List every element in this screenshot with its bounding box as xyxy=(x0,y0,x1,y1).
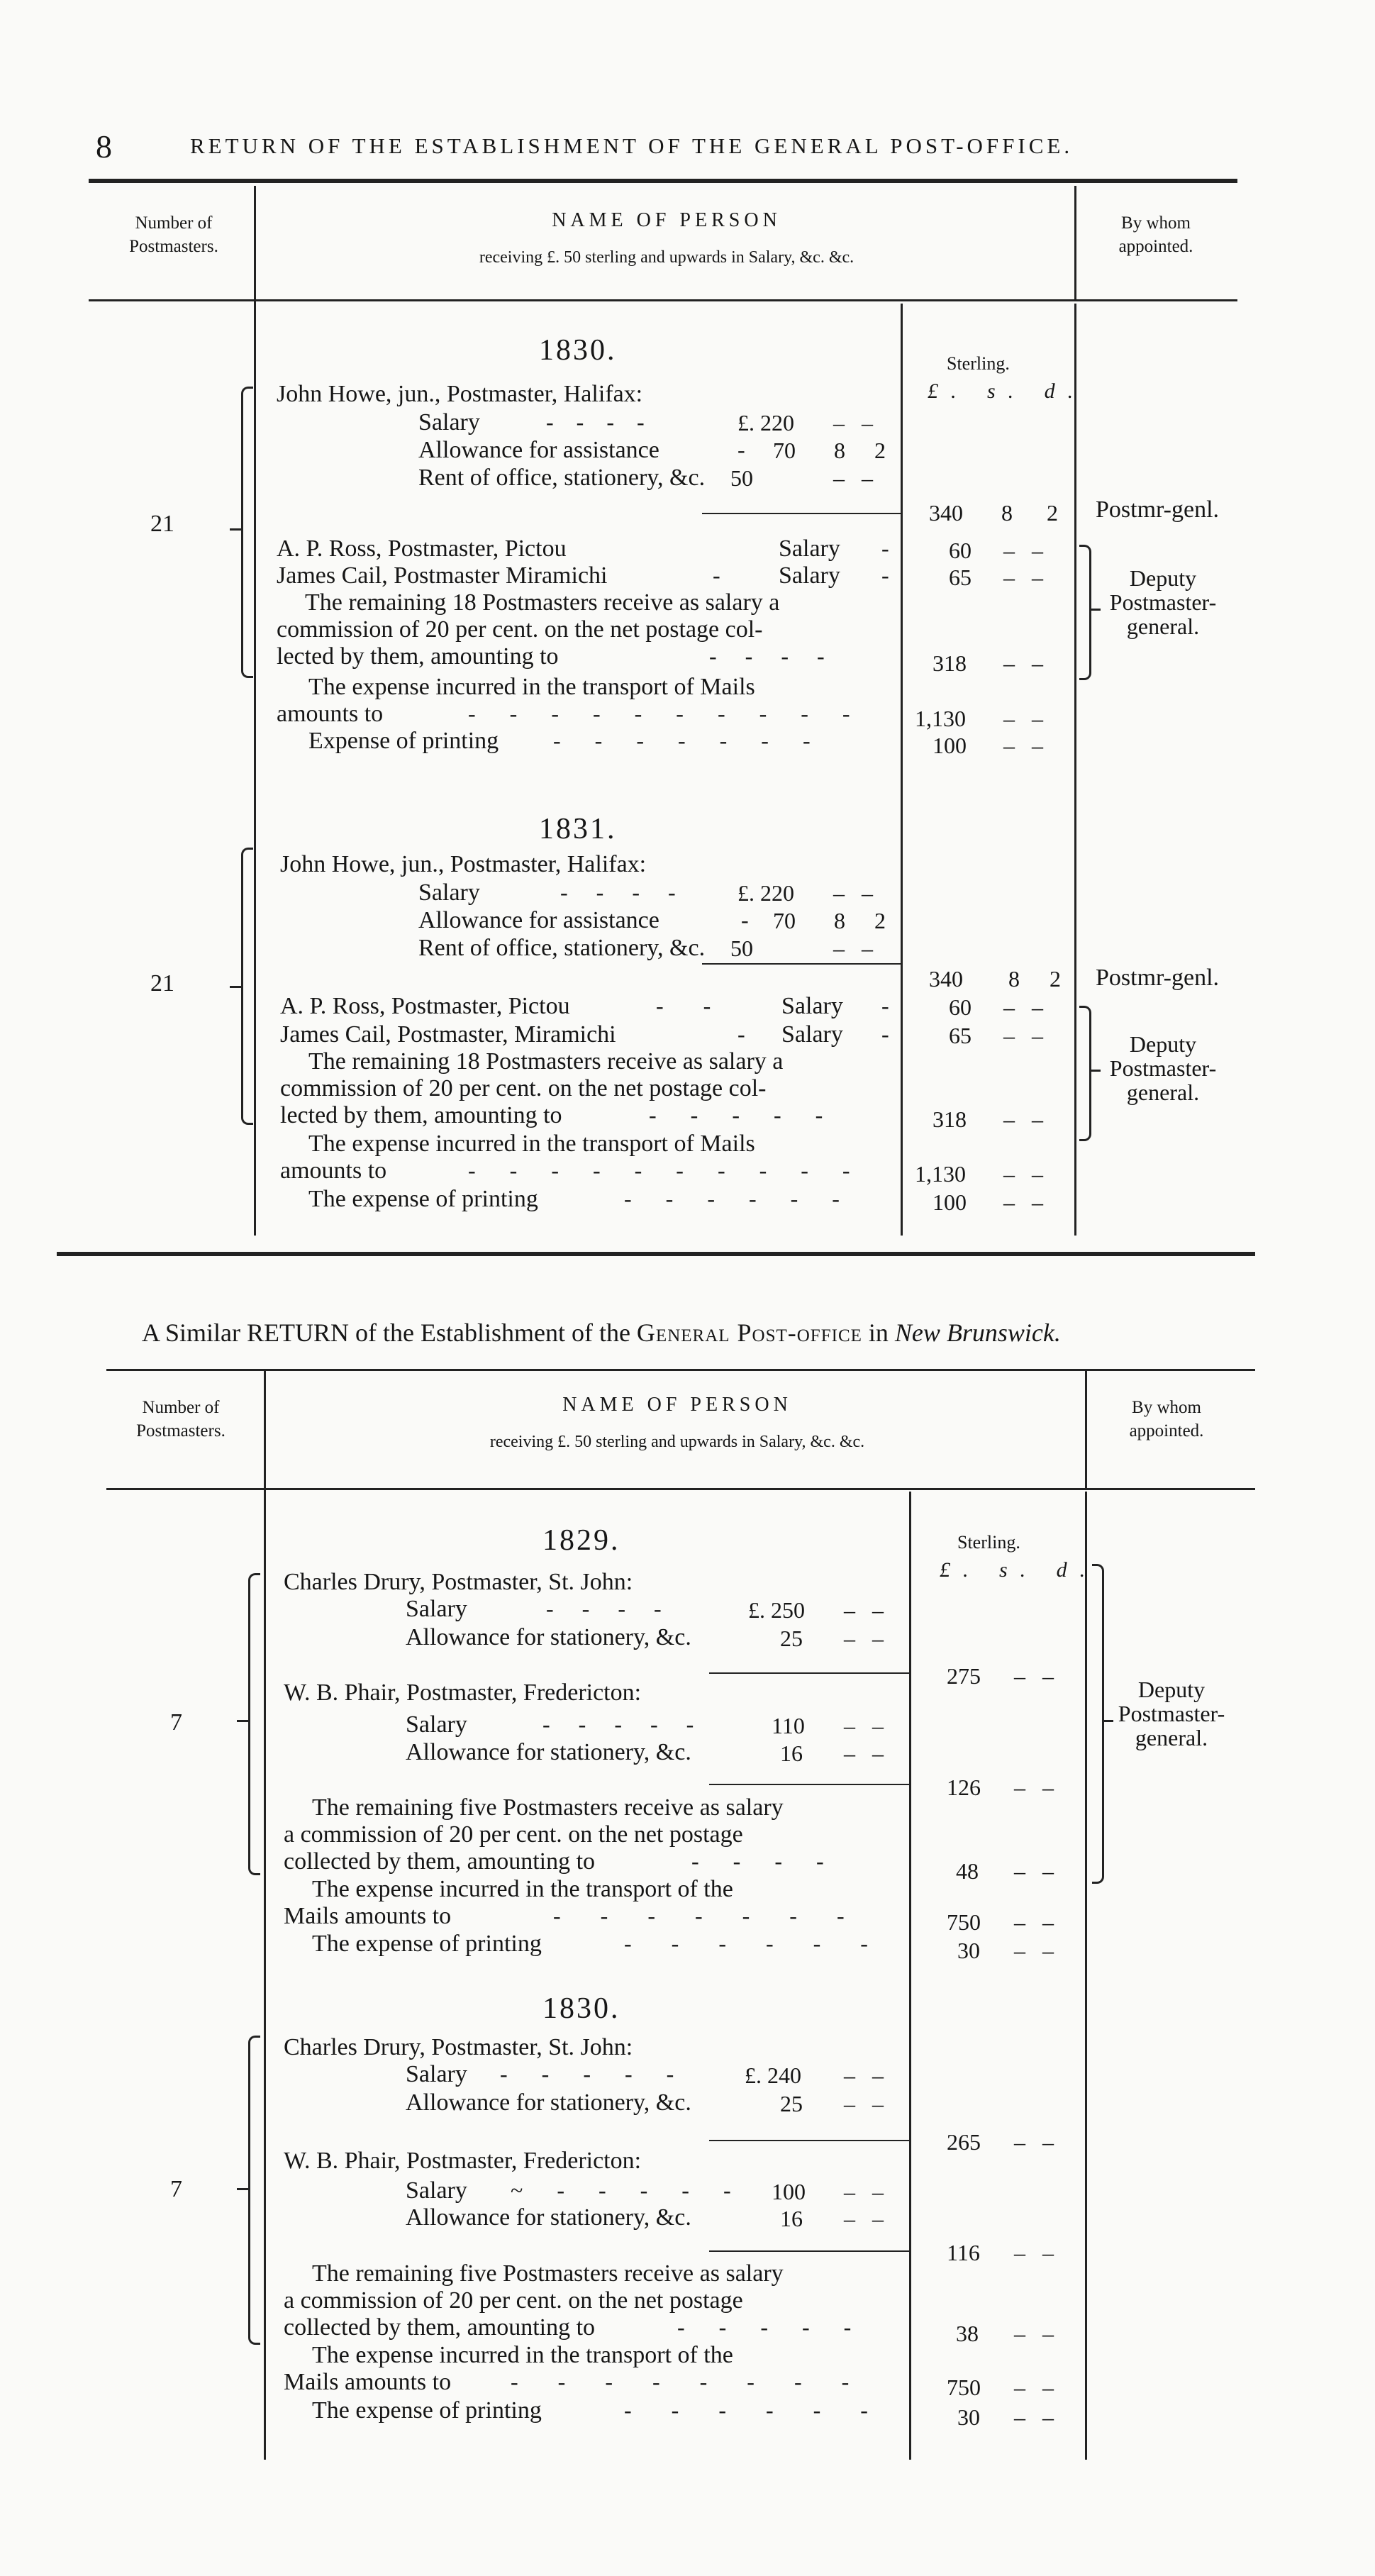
subtitle-pre: A Similar RETURN of the Establishment of the xyxy=(142,1318,637,1347)
col-divider xyxy=(1085,1371,1087,1488)
leader-dots: - xyxy=(713,562,720,588)
appointed-by: Postmr-genl. xyxy=(1096,965,1220,991)
amount: 110 xyxy=(772,1713,805,1738)
lsd-header: £. s. d. xyxy=(940,1558,1098,1582)
leader-dots: - - - - xyxy=(546,409,645,435)
text-line: The expense incurred in the transport of the xyxy=(312,2342,733,2368)
text-line: The expense incurred in the transport of Mails xyxy=(308,1131,755,1157)
left-brace xyxy=(241,848,253,1125)
amount: 30 xyxy=(957,1938,980,1963)
amount: 100 xyxy=(933,1189,967,1215)
text-line: a commission of 20 per cent. on the net postage xyxy=(284,1821,743,1848)
amount: 38 xyxy=(956,2321,979,2346)
line-label: Allowance for stationery, &c. xyxy=(406,1739,691,1765)
sum-rule xyxy=(709,2250,909,2252)
left-brace xyxy=(241,387,253,678)
amount-d: 2 xyxy=(874,908,886,933)
leader-dots: - xyxy=(881,562,889,588)
leader-dots: - - - - - - xyxy=(624,1186,840,1211)
amount-s: 8 xyxy=(834,908,845,933)
leader-dots: - xyxy=(741,907,749,933)
dash: – – xyxy=(1014,2129,1054,2155)
year-heading: 1830. xyxy=(539,334,617,367)
header-rule xyxy=(89,179,1237,183)
col-divider xyxy=(909,1492,911,2460)
amount: 16 xyxy=(780,1741,803,1766)
text-line: amounts to xyxy=(280,1157,387,1184)
amount: 318 xyxy=(933,1106,967,1132)
amount: 65 xyxy=(949,565,972,590)
text-line: lected by them, amounting to xyxy=(280,1102,562,1128)
col-header-name: NAME OF PERSON xyxy=(552,209,781,231)
total-l: 265 xyxy=(947,2129,981,2155)
col-divider xyxy=(254,186,256,1236)
text-line: Mails amounts to xyxy=(284,1903,452,1929)
total-l: 116 xyxy=(947,2240,980,2265)
dash: – – xyxy=(1003,733,1043,758)
text-line: commission of 20 per cent. on the net postage col- xyxy=(280,1075,767,1101)
entry-name: W. B. Phair, Postmaster, Fredericton: xyxy=(284,2148,642,2174)
leader-dots: - - - - - - - - xyxy=(511,2369,850,2394)
entry-name: Charles Drury, Postmaster, St. John: xyxy=(284,1569,633,1595)
dash: – – xyxy=(844,1626,884,1651)
line-label: Salary xyxy=(406,1711,467,1738)
subtitle-place: New Brunswick. xyxy=(894,1318,1061,1347)
appointed-by: Postmr-genl. xyxy=(1096,496,1220,523)
amount: 25 xyxy=(780,1626,803,1651)
sterling-label: Sterling. xyxy=(947,353,1010,374)
amount: 750 xyxy=(947,1909,981,1935)
dash: – – xyxy=(1003,1023,1043,1048)
leader-dots: - - - - - xyxy=(677,2314,852,2340)
total-s: 8 xyxy=(1008,966,1020,992)
postmaster-count: 21 xyxy=(150,970,174,996)
dash: – – xyxy=(1003,1106,1043,1132)
dash: – – xyxy=(844,2206,884,2231)
table-end-rule xyxy=(57,1252,1255,1256)
col-header-appointed: By whom appointed. xyxy=(1118,213,1193,256)
right-brace xyxy=(1079,1006,1091,1141)
dash: – – xyxy=(1014,2404,1054,2430)
amount: 65 xyxy=(949,1023,972,1048)
amount: 25 xyxy=(780,2091,803,2116)
leader-dots: - xyxy=(881,993,889,1018)
dash: – – xyxy=(1003,538,1043,563)
dash: – – xyxy=(844,2091,884,2116)
entry-name: John Howe, jun., Postmaster, Halifax: xyxy=(280,851,647,877)
section-subtitle xyxy=(142,1318,1061,1348)
dash: – – xyxy=(1014,1938,1054,1963)
header-bottom-rule xyxy=(89,299,1237,301)
entry-name: John Howe, jun., Postmaster, Halifax: xyxy=(277,381,643,407)
amount: 1,130 xyxy=(915,1161,966,1187)
text-line: commission of 20 per cent. on the net postage col- xyxy=(277,616,763,643)
dash: – – xyxy=(844,1741,884,1766)
amount: 70 xyxy=(773,438,796,463)
col-divider xyxy=(1074,304,1076,1236)
col-header-number: Number of Postmasters. xyxy=(129,213,218,256)
left-brace xyxy=(248,1573,260,1875)
leader-dots: - - - - - xyxy=(649,1102,823,1128)
total-l: 126 xyxy=(947,1775,981,1800)
sum-rule xyxy=(709,1672,909,1674)
appointed-by: Deputy Postmaster-general. xyxy=(1109,565,1217,639)
entry-name: James Cail, Postmaster, Miramichi xyxy=(280,1021,616,1048)
year-heading: 1831. xyxy=(539,813,617,845)
brace-point xyxy=(230,986,241,988)
amount: 16 xyxy=(780,2206,803,2231)
dash: – – xyxy=(833,465,873,491)
leader-dots: - xyxy=(737,1021,745,1047)
right-brace xyxy=(1079,545,1091,680)
dash: – – xyxy=(833,410,873,435)
dash: – – xyxy=(1014,1663,1054,1689)
line-label: Rent of office, stationery, &c. xyxy=(418,465,706,491)
sum-rule xyxy=(702,963,901,965)
header-bottom-rule xyxy=(106,1488,1255,1490)
amount: 50 xyxy=(730,465,753,491)
amount: 1,130 xyxy=(915,706,966,731)
entry-kind: Salary xyxy=(779,535,840,562)
text-line: The remaining five Postmasters receive as salary xyxy=(312,2260,784,2287)
entry-kind: Salary xyxy=(779,562,840,589)
col-divider xyxy=(1085,1492,1087,2460)
leader-dots: - - - - - - - xyxy=(553,1903,845,1928)
line-label: Allowance for assistance xyxy=(418,437,659,463)
brace-point xyxy=(237,2188,248,2190)
entry-name: A. P. Ross, Postmaster, Pictou xyxy=(277,535,567,562)
line-label: Allowance for assistance xyxy=(418,907,659,933)
text-line: The expense of printing xyxy=(312,1931,542,1957)
page-number: 8 xyxy=(96,128,112,165)
text-line: The remaining 18 Postmasters receive as salary a xyxy=(308,1048,784,1075)
amount: 60 xyxy=(949,994,972,1020)
appointed-by: Deputy Postmaster-general. xyxy=(1118,1677,1225,1750)
amount: 48 xyxy=(956,1858,979,1884)
amount: 60 xyxy=(949,538,972,563)
sum-rule xyxy=(709,2140,909,2141)
line-label: Allowance for stationery, &c. xyxy=(406,1624,691,1650)
leader-dots: - - - - - - - - - - xyxy=(468,701,850,726)
year-heading: 1830. xyxy=(542,1992,620,2025)
amount-s: 8 xyxy=(834,438,845,463)
dash: – – xyxy=(1014,2375,1054,2400)
left-brace xyxy=(248,2036,260,2345)
col-divider xyxy=(264,1371,266,2460)
amount: 318 xyxy=(933,650,967,676)
text-line: lected by them, amounting to xyxy=(277,643,559,670)
entry-kind: Salary xyxy=(781,1021,843,1048)
sum-rule xyxy=(702,513,901,514)
text-line: The expense incurred in the transport of Mails xyxy=(308,674,755,700)
entry-name: A. P. Ross, Postmaster, Pictou xyxy=(280,993,570,1019)
leader-dots: - xyxy=(881,535,889,561)
dash: – – xyxy=(844,2063,884,2088)
line-label: Allowance for stationery, &c. xyxy=(406,2204,691,2231)
brace-point xyxy=(237,1720,248,1722)
line-label: Allowance for stationery, &c. xyxy=(406,2089,691,2116)
amount: £. 240 xyxy=(745,2063,801,2088)
dash: – – xyxy=(844,2179,884,2204)
amount: 50 xyxy=(730,936,753,961)
postmaster-count: 7 xyxy=(170,1709,182,1736)
col-header-number: Number of Postmasters. xyxy=(136,1398,226,1440)
postmaster-count: 21 xyxy=(150,511,174,537)
col-divider xyxy=(901,304,903,1236)
year-heading: 1829. xyxy=(542,1524,620,1557)
text-line: The expense of printing xyxy=(312,2397,542,2424)
text-line: Mails amounts to xyxy=(284,2369,452,2395)
text-line: collected by them, amounting to xyxy=(284,1848,596,1875)
leader-dots: - - - - - - xyxy=(624,2397,868,2423)
subtitle-mid: in xyxy=(862,1318,895,1347)
entry-name: James Cail, Postmaster Miramichi xyxy=(277,562,608,589)
leader-dots: - - - - - - - xyxy=(553,728,811,753)
text-line: The remaining five Postmasters receive as salary xyxy=(312,1794,784,1821)
dash: – – xyxy=(1003,650,1043,676)
total-d: 2 xyxy=(1047,500,1058,526)
total-l: 340 xyxy=(929,966,963,992)
running-title: RETURN OF THE ESTABLISHMENT OF THE GENERAL POST-OFFICE. xyxy=(190,133,1074,158)
brace-point xyxy=(230,528,241,531)
subtitle-gpo: General Post-office xyxy=(636,1318,862,1347)
sum-rule xyxy=(709,1784,909,1785)
text-line: Expense of printing xyxy=(308,728,499,754)
line-label: Salary xyxy=(406,2177,467,2204)
leader-dots: - - - - xyxy=(709,643,825,669)
postmaster-count: 7 xyxy=(170,2176,182,2202)
appointed-by: Deputy Postmaster-general. xyxy=(1109,1031,1217,1105)
text-line: collected by them, amounting to xyxy=(284,2314,596,2341)
amount: 100 xyxy=(933,733,967,758)
amount: £. 220 xyxy=(737,880,794,906)
amount: 30 xyxy=(957,2404,980,2430)
sterling-label: Sterling. xyxy=(957,1532,1020,1553)
total-l: 275 xyxy=(947,1663,981,1689)
amount: £. 220 xyxy=(737,410,794,435)
dash: – – xyxy=(833,936,873,961)
total-d: 2 xyxy=(1050,966,1061,992)
dash: – – xyxy=(844,1713,884,1738)
leader-dots: - xyxy=(881,1021,889,1047)
dash: – – xyxy=(1003,565,1043,590)
leader-dots: - - - - - xyxy=(542,1711,694,1737)
line-label: Salary xyxy=(418,879,480,906)
col-header-name: NAME OF PERSON xyxy=(562,1394,792,1416)
col-header-appointed: By whom appointed. xyxy=(1129,1398,1204,1440)
amount: 100 xyxy=(772,2179,806,2204)
col-header-name-subtitle: receiving £. 50 sterling and upwards in Salary, &c. &c. xyxy=(479,248,854,267)
amount: £. 250 xyxy=(748,1597,805,1623)
dash: – – xyxy=(1014,1775,1054,1800)
entry-name: W. B. Phair, Postmaster, Fredericton: xyxy=(284,1680,642,1706)
dash: – – xyxy=(1014,1909,1054,1935)
leader-dots: - - - - xyxy=(546,1596,662,1621)
total-s: 8 xyxy=(1001,500,1013,526)
dash: – – xyxy=(1014,2240,1054,2265)
leader-dots: - - - - - - - - - - xyxy=(468,1157,850,1183)
entry-name: Charles Drury, Postmaster, St. John: xyxy=(284,2034,633,2060)
col-header-name-subtitle: receiving £. 50 sterling and upwards in Salary, &c. &c. xyxy=(489,1433,865,1451)
dash: – – xyxy=(833,880,873,906)
text-line: The expense of printing xyxy=(308,1186,538,1212)
text-line: The expense incurred in the transport of the xyxy=(312,1876,733,1902)
leader-dots: - - - - xyxy=(691,1848,824,1874)
dash: – – xyxy=(1014,1858,1054,1884)
total-l: 340 xyxy=(929,500,963,526)
col-divider xyxy=(1074,186,1076,301)
leader-dots: - - - - xyxy=(560,879,676,905)
leader-dots: - - - - - xyxy=(500,2061,674,2087)
amount-d: 2 xyxy=(874,438,886,463)
leader-dots: - - - - - - xyxy=(624,1931,868,1956)
line-label: Salary xyxy=(406,1596,467,1622)
dash: – – xyxy=(1003,994,1043,1020)
right-brace xyxy=(1092,1564,1104,1884)
text-line: amounts to xyxy=(277,701,384,727)
amount: 70 xyxy=(773,908,796,933)
dash: – – xyxy=(1003,1189,1043,1215)
leader-dots: - xyxy=(737,437,745,462)
lsd-header: £. s. d. xyxy=(928,379,1086,403)
leader-dots: - - xyxy=(656,993,711,1018)
dash: – – xyxy=(1003,1161,1043,1187)
dash: – – xyxy=(1003,706,1043,731)
line-label: Rent of office, stationery, &c. xyxy=(418,935,706,961)
text-line: a commission of 20 per cent. on the net postage xyxy=(284,2287,743,2314)
leader-dots: ~ - - - - - xyxy=(511,2177,731,2203)
line-label: Salary xyxy=(418,409,480,435)
line-label: Salary xyxy=(406,2061,467,2087)
table-top-rule xyxy=(106,1369,1255,1371)
entry-kind: Salary xyxy=(781,993,843,1019)
dash: – – xyxy=(844,1597,884,1623)
amount: 750 xyxy=(947,2375,981,2400)
text-line: The remaining 18 Postmasters receive as salary a xyxy=(305,589,780,616)
dash: – – xyxy=(1014,2321,1054,2346)
